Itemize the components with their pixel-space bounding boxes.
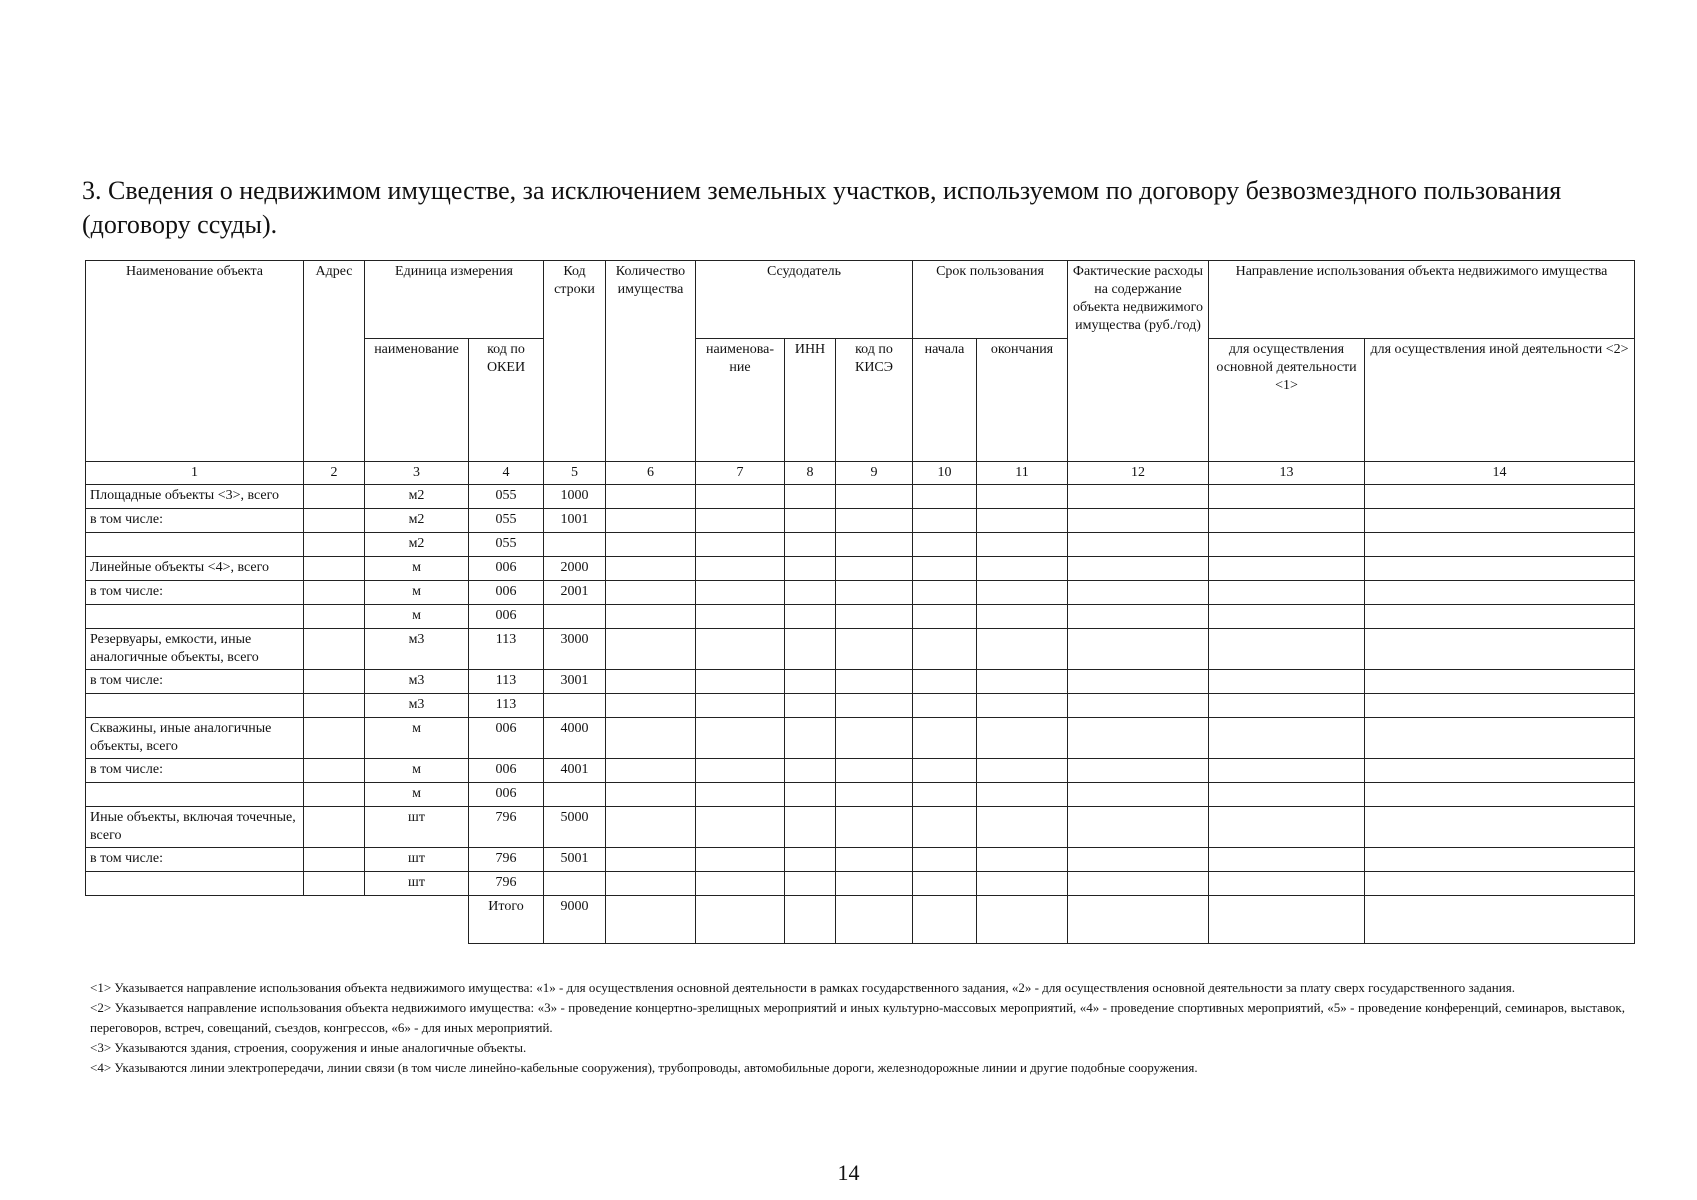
header-unit-name: наименование bbox=[365, 339, 469, 462]
empty-cell bbox=[977, 872, 1068, 896]
unit-cell: м bbox=[365, 718, 469, 759]
empty-cell bbox=[606, 807, 696, 848]
header-row-code: Код строки bbox=[544, 261, 606, 462]
table-row bbox=[86, 807, 1635, 848]
row-code-cell bbox=[544, 783, 606, 807]
row-name: Иные объекты, включая точечные, всего bbox=[86, 807, 304, 848]
empty-cell bbox=[977, 557, 1068, 581]
okei-cell: 006 bbox=[469, 759, 544, 783]
empty-cell bbox=[1209, 896, 1365, 944]
okei-cell: 796 bbox=[469, 807, 544, 848]
header-expenses: Фактические расходы на содержание объекта недвижимого имущества (руб./год) bbox=[1068, 261, 1209, 462]
empty-cell bbox=[606, 670, 696, 694]
column-number: 14 bbox=[1365, 462, 1635, 485]
empty-cell bbox=[977, 759, 1068, 783]
table-row bbox=[86, 759, 1635, 783]
table-row bbox=[86, 485, 1635, 509]
empty-cell bbox=[836, 557, 913, 581]
empty-cell bbox=[913, 759, 977, 783]
unit-cell: м3 bbox=[365, 670, 469, 694]
empty-cell bbox=[913, 509, 977, 533]
column-number: 12 bbox=[1068, 462, 1209, 485]
empty-cell bbox=[606, 872, 696, 896]
header-lender-kise: код по КИСЭ bbox=[836, 339, 913, 462]
empty-cell bbox=[1209, 718, 1365, 759]
empty-cell bbox=[1068, 872, 1209, 896]
empty-cell bbox=[1365, 533, 1635, 557]
header-unit: Единица измерения bbox=[365, 261, 544, 339]
empty-cell bbox=[785, 557, 836, 581]
column-number: 9 bbox=[836, 462, 913, 485]
column-number: 4 bbox=[469, 462, 544, 485]
okei-cell: 006 bbox=[469, 718, 544, 759]
empty-cell bbox=[1068, 533, 1209, 557]
address-cell bbox=[304, 872, 365, 896]
empty-cell bbox=[977, 605, 1068, 629]
empty-cell bbox=[696, 509, 785, 533]
okei-cell: 796 bbox=[469, 872, 544, 896]
row-code-cell: 2001 bbox=[544, 581, 606, 605]
column-number-row bbox=[86, 462, 1635, 485]
empty-cell bbox=[1068, 557, 1209, 581]
row-name: Скважины, иные аналогичные объекты, всего bbox=[86, 718, 304, 759]
header-term-end: окончания bbox=[977, 339, 1068, 462]
column-number: 3 bbox=[365, 462, 469, 485]
header-name: Наименование объекта bbox=[86, 261, 304, 462]
empty-cell bbox=[1068, 718, 1209, 759]
empty-cell bbox=[977, 509, 1068, 533]
empty-cell bbox=[977, 807, 1068, 848]
empty-cell bbox=[1209, 581, 1365, 605]
unit-cell: м3 bbox=[365, 629, 469, 670]
row-name: в том числе: bbox=[86, 848, 304, 872]
column-number: 7 bbox=[696, 462, 785, 485]
empty-cell bbox=[977, 848, 1068, 872]
empty-cell bbox=[836, 629, 913, 670]
empty-cell bbox=[785, 718, 836, 759]
empty-cell bbox=[606, 718, 696, 759]
address-cell bbox=[304, 718, 365, 759]
table-row bbox=[86, 605, 1635, 629]
header-direction-other: для осуществления иной деятельности <2> bbox=[1365, 339, 1635, 462]
empty-cell bbox=[1209, 605, 1365, 629]
empty-cell bbox=[606, 896, 696, 944]
table-row bbox=[86, 872, 1635, 896]
empty-cell bbox=[1068, 509, 1209, 533]
empty-cell bbox=[913, 605, 977, 629]
row-name bbox=[86, 783, 304, 807]
unit-cell: м3 bbox=[365, 694, 469, 718]
row-code-cell: 4000 bbox=[544, 718, 606, 759]
row-name: в том числе: bbox=[86, 509, 304, 533]
empty-cell bbox=[1365, 509, 1635, 533]
empty-cell bbox=[696, 759, 785, 783]
empty-cell bbox=[1209, 557, 1365, 581]
okei-cell: 006 bbox=[469, 581, 544, 605]
empty-cell bbox=[913, 670, 977, 694]
empty-cell bbox=[836, 896, 913, 944]
header-lender: Ссудодатель bbox=[696, 261, 913, 339]
row-name: Резервуары, емкости, иные аналогичные объекты, всего bbox=[86, 629, 304, 670]
row-name: в том числе: bbox=[86, 581, 304, 605]
empty-cell bbox=[836, 718, 913, 759]
empty-cell bbox=[913, 718, 977, 759]
address-cell bbox=[304, 759, 365, 783]
empty-cell bbox=[1209, 848, 1365, 872]
address-cell bbox=[304, 848, 365, 872]
empty-cell bbox=[785, 807, 836, 848]
empty-cell bbox=[836, 759, 913, 783]
address-cell bbox=[304, 807, 365, 848]
row-code-cell: 2000 bbox=[544, 557, 606, 581]
address-cell bbox=[304, 783, 365, 807]
empty-cell bbox=[696, 670, 785, 694]
empty-cell bbox=[913, 629, 977, 670]
table-row bbox=[86, 670, 1635, 694]
table-row bbox=[86, 581, 1635, 605]
empty-cell bbox=[1365, 694, 1635, 718]
header-term: Срок пользования bbox=[913, 261, 1068, 339]
header-unit-okei: код по ОКЕИ bbox=[469, 339, 544, 462]
table-row bbox=[86, 848, 1635, 872]
empty-cell bbox=[606, 694, 696, 718]
footnote: <3> Указываются здания, строения, сооружения и иные аналогичные объекты. bbox=[90, 1040, 527, 1055]
okei-cell: 113 bbox=[469, 629, 544, 670]
empty-cell bbox=[696, 718, 785, 759]
column-number: 1 bbox=[86, 462, 304, 485]
empty-cell bbox=[836, 848, 913, 872]
footnote: <4> Указываются линии электропередачи, линии связи (в том числе линейно-кабельные сооружения), трубопроводы, автомобильные дороги, железнодорожные линии и другие подобные сооружения. bbox=[90, 1060, 1198, 1075]
empty-cell bbox=[1068, 807, 1209, 848]
empty-cell bbox=[913, 807, 977, 848]
empty-cell bbox=[836, 807, 913, 848]
empty-cell bbox=[913, 872, 977, 896]
empty-cell bbox=[836, 694, 913, 718]
row-code-cell bbox=[544, 872, 606, 896]
empty-cell bbox=[1365, 848, 1635, 872]
column-number: 8 bbox=[785, 462, 836, 485]
header-lender-name: наименова-ние bbox=[696, 339, 785, 462]
empty-cell bbox=[1068, 848, 1209, 872]
empty-cell bbox=[1365, 896, 1635, 944]
empty-cell bbox=[977, 896, 1068, 944]
empty-cell bbox=[977, 485, 1068, 509]
address-cell bbox=[304, 670, 365, 694]
empty-cell bbox=[1068, 581, 1209, 605]
empty-cell bbox=[1365, 557, 1635, 581]
empty-cell bbox=[1068, 485, 1209, 509]
unit-cell: м bbox=[365, 581, 469, 605]
empty-cell bbox=[836, 509, 913, 533]
okei-cell: 006 bbox=[469, 605, 544, 629]
empty-cell bbox=[1209, 759, 1365, 783]
column-number: 5 bbox=[544, 462, 606, 485]
unit-cell: м bbox=[365, 605, 469, 629]
empty-cell bbox=[696, 807, 785, 848]
address-cell bbox=[304, 485, 365, 509]
table-row bbox=[86, 509, 1635, 533]
empty-cell bbox=[913, 533, 977, 557]
empty-cell bbox=[1068, 759, 1209, 783]
okei-cell: 055 bbox=[469, 533, 544, 557]
empty-cell bbox=[785, 694, 836, 718]
header-direction-main: для осуществления основной деятельности <1> bbox=[1209, 339, 1365, 462]
empty-cell bbox=[913, 485, 977, 509]
empty-cell bbox=[1365, 629, 1635, 670]
blank-cell bbox=[86, 896, 469, 944]
unit-cell: м bbox=[365, 783, 469, 807]
total-code: 9000 bbox=[544, 896, 606, 944]
empty-cell bbox=[606, 533, 696, 557]
table-row bbox=[86, 557, 1635, 581]
empty-cell bbox=[1068, 670, 1209, 694]
row-name: в том числе: bbox=[86, 670, 304, 694]
row-code-cell bbox=[544, 694, 606, 718]
empty-cell bbox=[785, 896, 836, 944]
column-number: 13 bbox=[1209, 462, 1365, 485]
page-number: 14 bbox=[837, 1160, 860, 1185]
unit-cell: м2 bbox=[365, 485, 469, 509]
empty-cell bbox=[1365, 783, 1635, 807]
unit-cell: м2 bbox=[365, 509, 469, 533]
okei-cell: 113 bbox=[469, 694, 544, 718]
empty-cell bbox=[836, 872, 913, 896]
okei-cell: 796 bbox=[469, 848, 544, 872]
empty-cell bbox=[1209, 509, 1365, 533]
row-code-cell: 1000 bbox=[544, 485, 606, 509]
empty-cell bbox=[1068, 605, 1209, 629]
empty-cell bbox=[836, 670, 913, 694]
unit-cell: шт bbox=[365, 872, 469, 896]
row-code-cell: 5000 bbox=[544, 807, 606, 848]
empty-cell bbox=[785, 509, 836, 533]
empty-cell bbox=[1068, 629, 1209, 670]
row-code-cell: 4001 bbox=[544, 759, 606, 783]
unit-cell: м bbox=[365, 759, 469, 783]
footnotes bbox=[90, 978, 1625, 1078]
unit-cell: шт bbox=[365, 807, 469, 848]
section-title: 3. Сведения о недвижимом имуществе, за исключением земельных участков, используемом по договору безвозмездного пользования (договору ссуды). bbox=[82, 176, 1562, 239]
row-name bbox=[86, 694, 304, 718]
empty-cell bbox=[696, 783, 785, 807]
empty-cell bbox=[696, 605, 785, 629]
empty-cell bbox=[696, 581, 785, 605]
table-row bbox=[86, 533, 1635, 557]
empty-cell bbox=[913, 694, 977, 718]
empty-cell bbox=[977, 718, 1068, 759]
total-row bbox=[86, 896, 1635, 944]
row-name bbox=[86, 533, 304, 557]
okei-cell: 055 bbox=[469, 485, 544, 509]
header-row bbox=[86, 261, 1635, 339]
empty-cell bbox=[1209, 485, 1365, 509]
table-row bbox=[86, 783, 1635, 807]
footnote: <2> Указывается направление использования объекта недвижимого имущества: «3» - проведение концертно-зрелищных мероприятий и иных культурно-массовых мероприятий, «4» - проведение спортивных мероприятий, «5» - проведение конференций, семинаров, выставок, переговоров, встреч, совещаний, съездов, конгрессов, «6» - для иных мероприятий. bbox=[90, 1000, 1625, 1035]
empty-cell bbox=[836, 783, 913, 807]
empty-cell bbox=[1365, 872, 1635, 896]
empty-cell bbox=[785, 848, 836, 872]
empty-cell bbox=[606, 581, 696, 605]
header-term-start: начала bbox=[913, 339, 977, 462]
row-name: в том числе: bbox=[86, 759, 304, 783]
unit-cell: м bbox=[365, 557, 469, 581]
empty-cell bbox=[977, 533, 1068, 557]
empty-cell bbox=[913, 557, 977, 581]
empty-cell bbox=[977, 783, 1068, 807]
address-cell bbox=[304, 694, 365, 718]
empty-cell bbox=[836, 485, 913, 509]
row-code-cell: 5001 bbox=[544, 848, 606, 872]
empty-cell bbox=[977, 581, 1068, 605]
empty-cell bbox=[1365, 485, 1635, 509]
empty-cell bbox=[696, 872, 785, 896]
okei-cell: 006 bbox=[469, 783, 544, 807]
empty-cell bbox=[1209, 670, 1365, 694]
empty-cell bbox=[836, 605, 913, 629]
empty-cell bbox=[1068, 896, 1209, 944]
empty-cell bbox=[606, 557, 696, 581]
row-code-cell bbox=[544, 533, 606, 557]
empty-cell bbox=[836, 533, 913, 557]
empty-cell bbox=[606, 509, 696, 533]
address-cell bbox=[304, 533, 365, 557]
empty-cell bbox=[785, 783, 836, 807]
empty-cell bbox=[836, 581, 913, 605]
empty-cell bbox=[785, 759, 836, 783]
empty-cell bbox=[1209, 783, 1365, 807]
empty-cell bbox=[977, 694, 1068, 718]
unit-cell: м2 bbox=[365, 533, 469, 557]
column-number: 2 bbox=[304, 462, 365, 485]
empty-cell bbox=[1209, 807, 1365, 848]
empty-cell bbox=[785, 605, 836, 629]
total-label: Итого bbox=[469, 896, 544, 944]
table-row bbox=[86, 629, 1635, 670]
row-name bbox=[86, 872, 304, 896]
empty-cell bbox=[785, 629, 836, 670]
empty-cell bbox=[606, 485, 696, 509]
row-name bbox=[86, 605, 304, 629]
header-address: Адрес bbox=[304, 261, 365, 462]
empty-cell bbox=[606, 629, 696, 670]
empty-cell bbox=[696, 485, 785, 509]
empty-cell bbox=[606, 605, 696, 629]
row-code-cell bbox=[544, 605, 606, 629]
empty-cell bbox=[606, 759, 696, 783]
column-number: 6 bbox=[606, 462, 696, 485]
column-number: 10 bbox=[913, 462, 977, 485]
unit-cell: шт bbox=[365, 848, 469, 872]
row-code-cell: 3001 bbox=[544, 670, 606, 694]
address-cell bbox=[304, 629, 365, 670]
empty-cell bbox=[785, 670, 836, 694]
header-direction: Направление использования объекта недвижимого имущества bbox=[1209, 261, 1635, 339]
empty-cell bbox=[1365, 605, 1635, 629]
column-number: 11 bbox=[977, 462, 1068, 485]
header-quantity: Количество имущества bbox=[606, 261, 696, 462]
empty-cell bbox=[977, 670, 1068, 694]
empty-cell bbox=[913, 848, 977, 872]
empty-cell bbox=[696, 629, 785, 670]
empty-cell bbox=[606, 848, 696, 872]
empty-cell bbox=[1365, 807, 1635, 848]
address-cell bbox=[304, 581, 365, 605]
empty-cell bbox=[696, 694, 785, 718]
row-name: Площадные объекты <3>, всего bbox=[86, 485, 304, 509]
empty-cell bbox=[1209, 629, 1365, 670]
empty-cell bbox=[913, 581, 977, 605]
footnote: <1> Указывается направление использования объекта недвижимого имущества: «1» - для осуществления основной деятельности в рамках государственного задания, «2» - для осуществления основной деятельности за плату сверх государственного задания. bbox=[90, 980, 1515, 995]
empty-cell bbox=[696, 896, 785, 944]
empty-cell bbox=[606, 783, 696, 807]
empty-cell bbox=[1365, 718, 1635, 759]
empty-cell bbox=[785, 581, 836, 605]
empty-cell bbox=[1365, 581, 1635, 605]
okei-cell: 113 bbox=[469, 670, 544, 694]
address-cell bbox=[304, 557, 365, 581]
empty-cell bbox=[1209, 533, 1365, 557]
address-cell bbox=[304, 605, 365, 629]
empty-cell bbox=[1365, 670, 1635, 694]
header-lender-inn: ИНН bbox=[785, 339, 836, 462]
empty-cell bbox=[1068, 694, 1209, 718]
okei-cell: 055 bbox=[469, 509, 544, 533]
row-name: Линейные объекты <4>, всего bbox=[86, 557, 304, 581]
empty-cell bbox=[1209, 694, 1365, 718]
empty-cell bbox=[913, 896, 977, 944]
row-code-cell: 1001 bbox=[544, 509, 606, 533]
empty-cell bbox=[785, 485, 836, 509]
empty-cell bbox=[696, 557, 785, 581]
table-row bbox=[86, 718, 1635, 759]
empty-cell bbox=[1068, 783, 1209, 807]
empty-cell bbox=[696, 533, 785, 557]
empty-cell bbox=[785, 872, 836, 896]
row-code-cell: 3000 bbox=[544, 629, 606, 670]
address-cell bbox=[304, 509, 365, 533]
okei-cell: 006 bbox=[469, 557, 544, 581]
empty-cell bbox=[696, 848, 785, 872]
empty-cell bbox=[913, 783, 977, 807]
empty-cell bbox=[1365, 759, 1635, 783]
table-row bbox=[86, 694, 1635, 718]
property-table bbox=[85, 260, 1635, 944]
empty-cell bbox=[785, 533, 836, 557]
empty-cell bbox=[977, 629, 1068, 670]
empty-cell bbox=[1209, 872, 1365, 896]
